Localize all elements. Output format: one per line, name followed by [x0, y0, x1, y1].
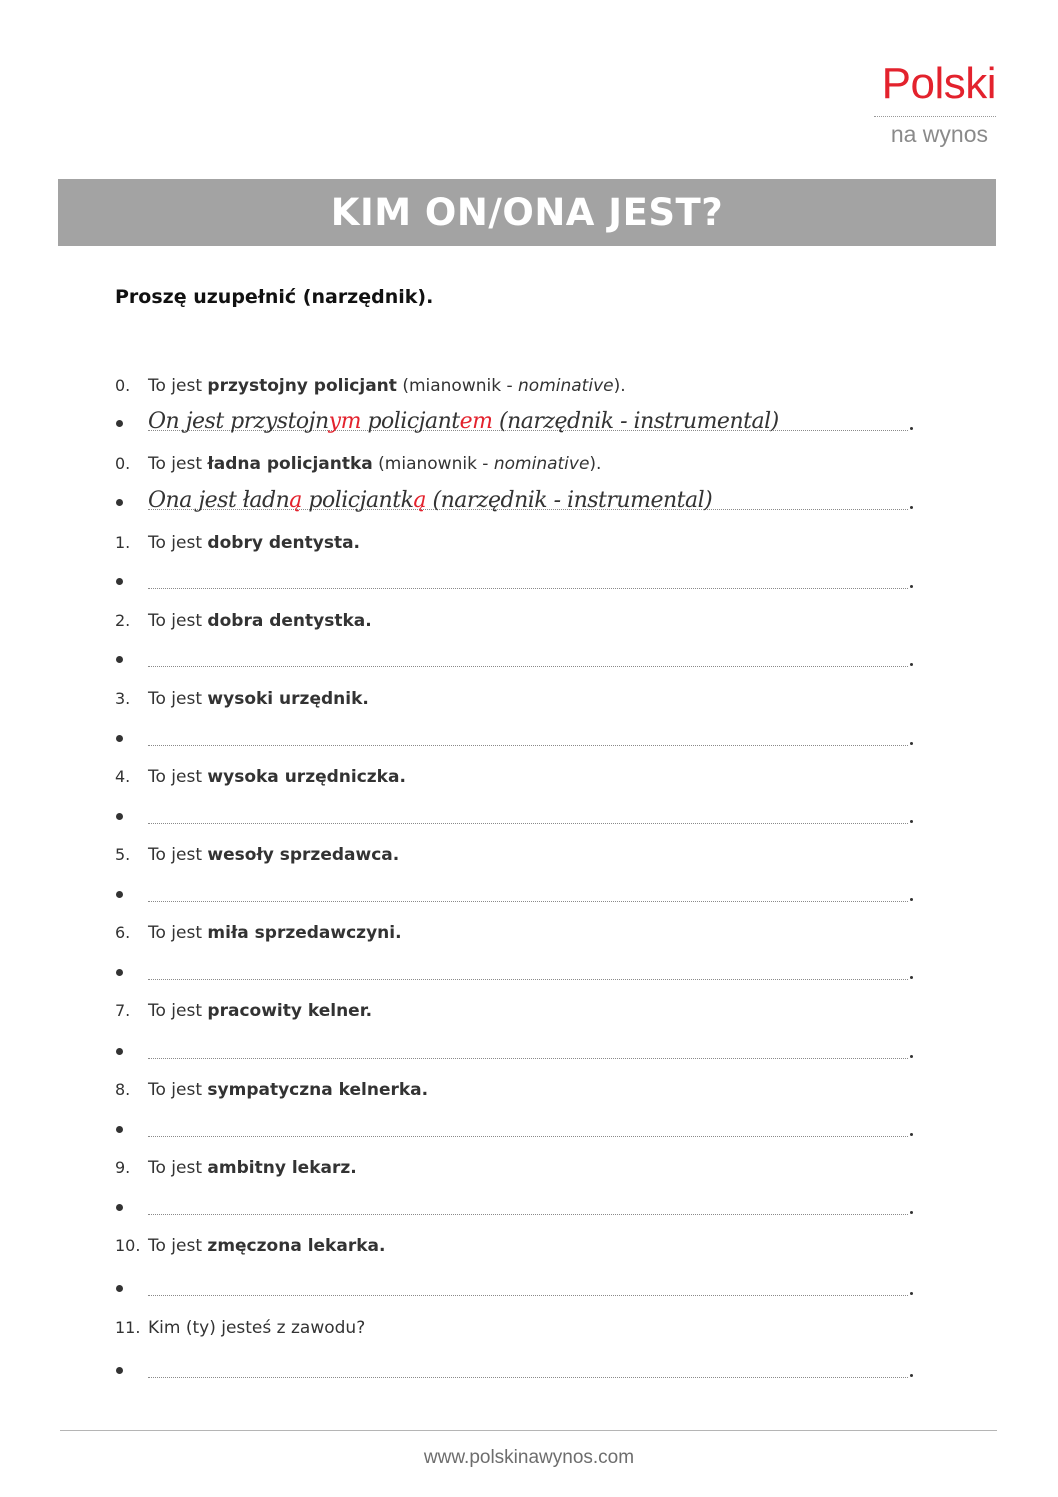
question-item	[115, 998, 915, 1024]
example-answer	[115, 410, 915, 436]
instruction: Proszę uzupełnić (narzędnik).	[115, 286, 434, 308]
answer-line[interactable]	[148, 588, 908, 589]
question-number: 11.	[115, 1318, 141, 1337]
answer-part: Ona jest ładn	[148, 488, 290, 513]
question-prefix: To jest	[148, 533, 208, 553]
question-item	[115, 530, 915, 556]
answer-part: (narzędnik - instrumental)	[426, 488, 713, 513]
question-item	[115, 1077, 915, 1103]
bullet-icon	[116, 1285, 123, 1292]
question-phrase: dobra dentystka.	[207, 611, 372, 631]
question-note-end: ).	[613, 376, 626, 396]
question-number: 3.	[115, 689, 131, 708]
answer-end-dot	[910, 820, 913, 823]
question-item	[115, 1155, 915, 1181]
answer-row	[115, 1116, 915, 1142]
question-phrase: dobry dentysta.	[207, 533, 361, 553]
question-phrase: zmęczona lekarka.	[207, 1236, 386, 1256]
answer-ending: em	[459, 409, 493, 434]
question-prefix: To jest	[148, 1080, 208, 1100]
answer-line[interactable]	[148, 979, 908, 980]
question-note-end: ).	[589, 454, 602, 474]
bullet-icon	[116, 735, 123, 742]
answer-line[interactable]	[148, 1214, 908, 1215]
question-prefix: To jest	[148, 923, 208, 943]
answer-end-dot	[910, 898, 913, 901]
question-item	[115, 608, 915, 634]
answer-line[interactable]	[148, 823, 908, 824]
footer-url[interactable]: www.polskinawynos.com	[423, 1447, 635, 1468]
question-number: 9.	[115, 1158, 131, 1177]
answer-row	[115, 568, 915, 594]
answer-row	[115, 725, 915, 751]
example-answer-text	[148, 487, 712, 515]
question-item	[115, 842, 915, 868]
answer-end-dot	[910, 663, 913, 666]
answer-line[interactable]	[148, 901, 908, 902]
question-number: 1.	[115, 533, 131, 552]
bullet-icon	[116, 969, 123, 976]
question-number: 0.	[115, 376, 131, 395]
logo-subtitle: na wynos	[890, 121, 988, 147]
question-item	[115, 1233, 915, 1259]
question-text	[148, 530, 360, 556]
bullet-icon	[116, 1048, 123, 1055]
answer-end-dot	[910, 1374, 913, 1377]
question-prefix: To jest	[148, 689, 208, 709]
answer-row	[115, 1194, 915, 1220]
answer-line[interactable]	[148, 1058, 908, 1059]
answer-end-dot	[910, 976, 913, 979]
question-phrase: ładna policjantka	[207, 454, 373, 474]
question-prefix: To jest	[148, 611, 208, 631]
answer-end-dot	[910, 427, 913, 430]
question-phrase: sympatyczna kelnerka.	[207, 1080, 429, 1100]
answer-end-dot	[910, 742, 913, 745]
question-phrase: przystojny policjant	[207, 376, 397, 396]
question-note: (mianownik -	[372, 454, 494, 474]
answer-row	[115, 959, 915, 985]
answer-ending: ą	[413, 488, 427, 513]
question-prefix: To jest	[148, 376, 208, 396]
question-number: 4.	[115, 767, 131, 786]
answer-part: policjantk	[301, 488, 414, 513]
page-title: KIM ON/ONA JEST?	[330, 191, 724, 234]
answer-ending: ą	[289, 488, 302, 513]
title-banner	[58, 179, 996, 246]
question-item	[115, 920, 915, 946]
answer-line[interactable]	[148, 1295, 908, 1296]
question-text	[148, 764, 406, 790]
question-phrase: ambitny lekarz.	[207, 1158, 357, 1178]
logo-divider	[874, 116, 996, 117]
question-phrase: miła sprzedawczyni.	[207, 923, 402, 943]
question-text	[148, 842, 399, 868]
question-text	[148, 1233, 385, 1259]
question-phrase: wysoka urzędniczka.	[207, 767, 406, 787]
question-item	[115, 1315, 915, 1341]
bullet-icon	[116, 891, 123, 898]
bullet-icon	[116, 656, 123, 663]
question-number: 8.	[115, 1080, 131, 1099]
answer-end-dot	[910, 1292, 913, 1295]
answer-end-dot	[910, 1055, 913, 1058]
question-prefix: To jest	[148, 767, 208, 787]
question-text	[148, 1155, 357, 1181]
question-note-italic: nominative	[518, 376, 614, 396]
question-prefix: To jest	[148, 454, 208, 474]
bullet-icon	[116, 578, 123, 585]
footer-divider	[60, 1430, 997, 1431]
answer-line[interactable]	[148, 1136, 908, 1137]
bullet-icon	[116, 1204, 123, 1211]
answer-row	[115, 646, 915, 672]
bullet-icon	[116, 1367, 123, 1374]
question-phrase: pracowity kelner.	[207, 1001, 373, 1021]
question-number: 10.	[115, 1236, 141, 1255]
question-phrase: wysoki urzędnik.	[207, 689, 369, 709]
question-number: 5.	[115, 845, 131, 864]
bullet-icon	[116, 499, 123, 506]
logo-title: Polski	[881, 59, 996, 108]
question-number: 6.	[115, 923, 131, 942]
answer-end-dot	[910, 1133, 913, 1136]
answer-part: (narzędnik - instrumental)	[492, 409, 779, 434]
example-answer	[115, 489, 915, 515]
bullet-icon	[116, 813, 123, 820]
question-text	[148, 451, 601, 477]
answer-row	[115, 1038, 915, 1064]
example-question	[115, 451, 915, 477]
logo	[866, 58, 996, 150]
answer-end-dot	[910, 1211, 913, 1214]
answer-row	[115, 1357, 915, 1383]
question-text	[148, 1077, 428, 1103]
question-text	[148, 686, 369, 712]
question-text	[148, 1315, 365, 1341]
question-text	[148, 373, 626, 399]
answer-end-dot	[910, 585, 913, 588]
example-question	[115, 373, 915, 399]
question-text	[148, 920, 402, 946]
question-prefix: To jest	[148, 845, 208, 865]
question-text	[148, 998, 372, 1024]
question-number: 7.	[115, 1001, 131, 1020]
question-item	[115, 686, 915, 712]
answer-end-dot	[910, 506, 913, 509]
bullet-icon	[116, 1126, 123, 1133]
question-number: 0.	[115, 454, 131, 473]
answer-part: On jest przystojn	[148, 409, 329, 434]
answer-line[interactable]	[148, 666, 908, 667]
answer-line[interactable]	[148, 745, 908, 746]
answer-row	[115, 881, 915, 907]
answer-part: policjant	[360, 409, 460, 434]
question-phrase: wesoły sprzedawca.	[207, 845, 400, 865]
question-item	[115, 764, 915, 790]
question-note: (mianownik -	[396, 376, 519, 396]
answer-row	[115, 803, 915, 829]
bullet-icon	[116, 420, 123, 427]
question-prefix: To jest	[148, 1236, 208, 1256]
question-number: 2.	[115, 611, 131, 630]
question-note-italic: nominative	[493, 454, 590, 474]
question-prefix: To jest	[148, 1001, 208, 1021]
answer-ending: ym	[328, 409, 361, 434]
example-answer-text	[148, 408, 779, 436]
question-prefix: To jest	[148, 1158, 208, 1178]
answer-line[interactable]	[148, 1377, 908, 1378]
question-prefix: Kim (ty) jesteś z zawodu?	[148, 1318, 366, 1338]
answer-row	[115, 1275, 915, 1301]
question-text	[148, 608, 372, 634]
